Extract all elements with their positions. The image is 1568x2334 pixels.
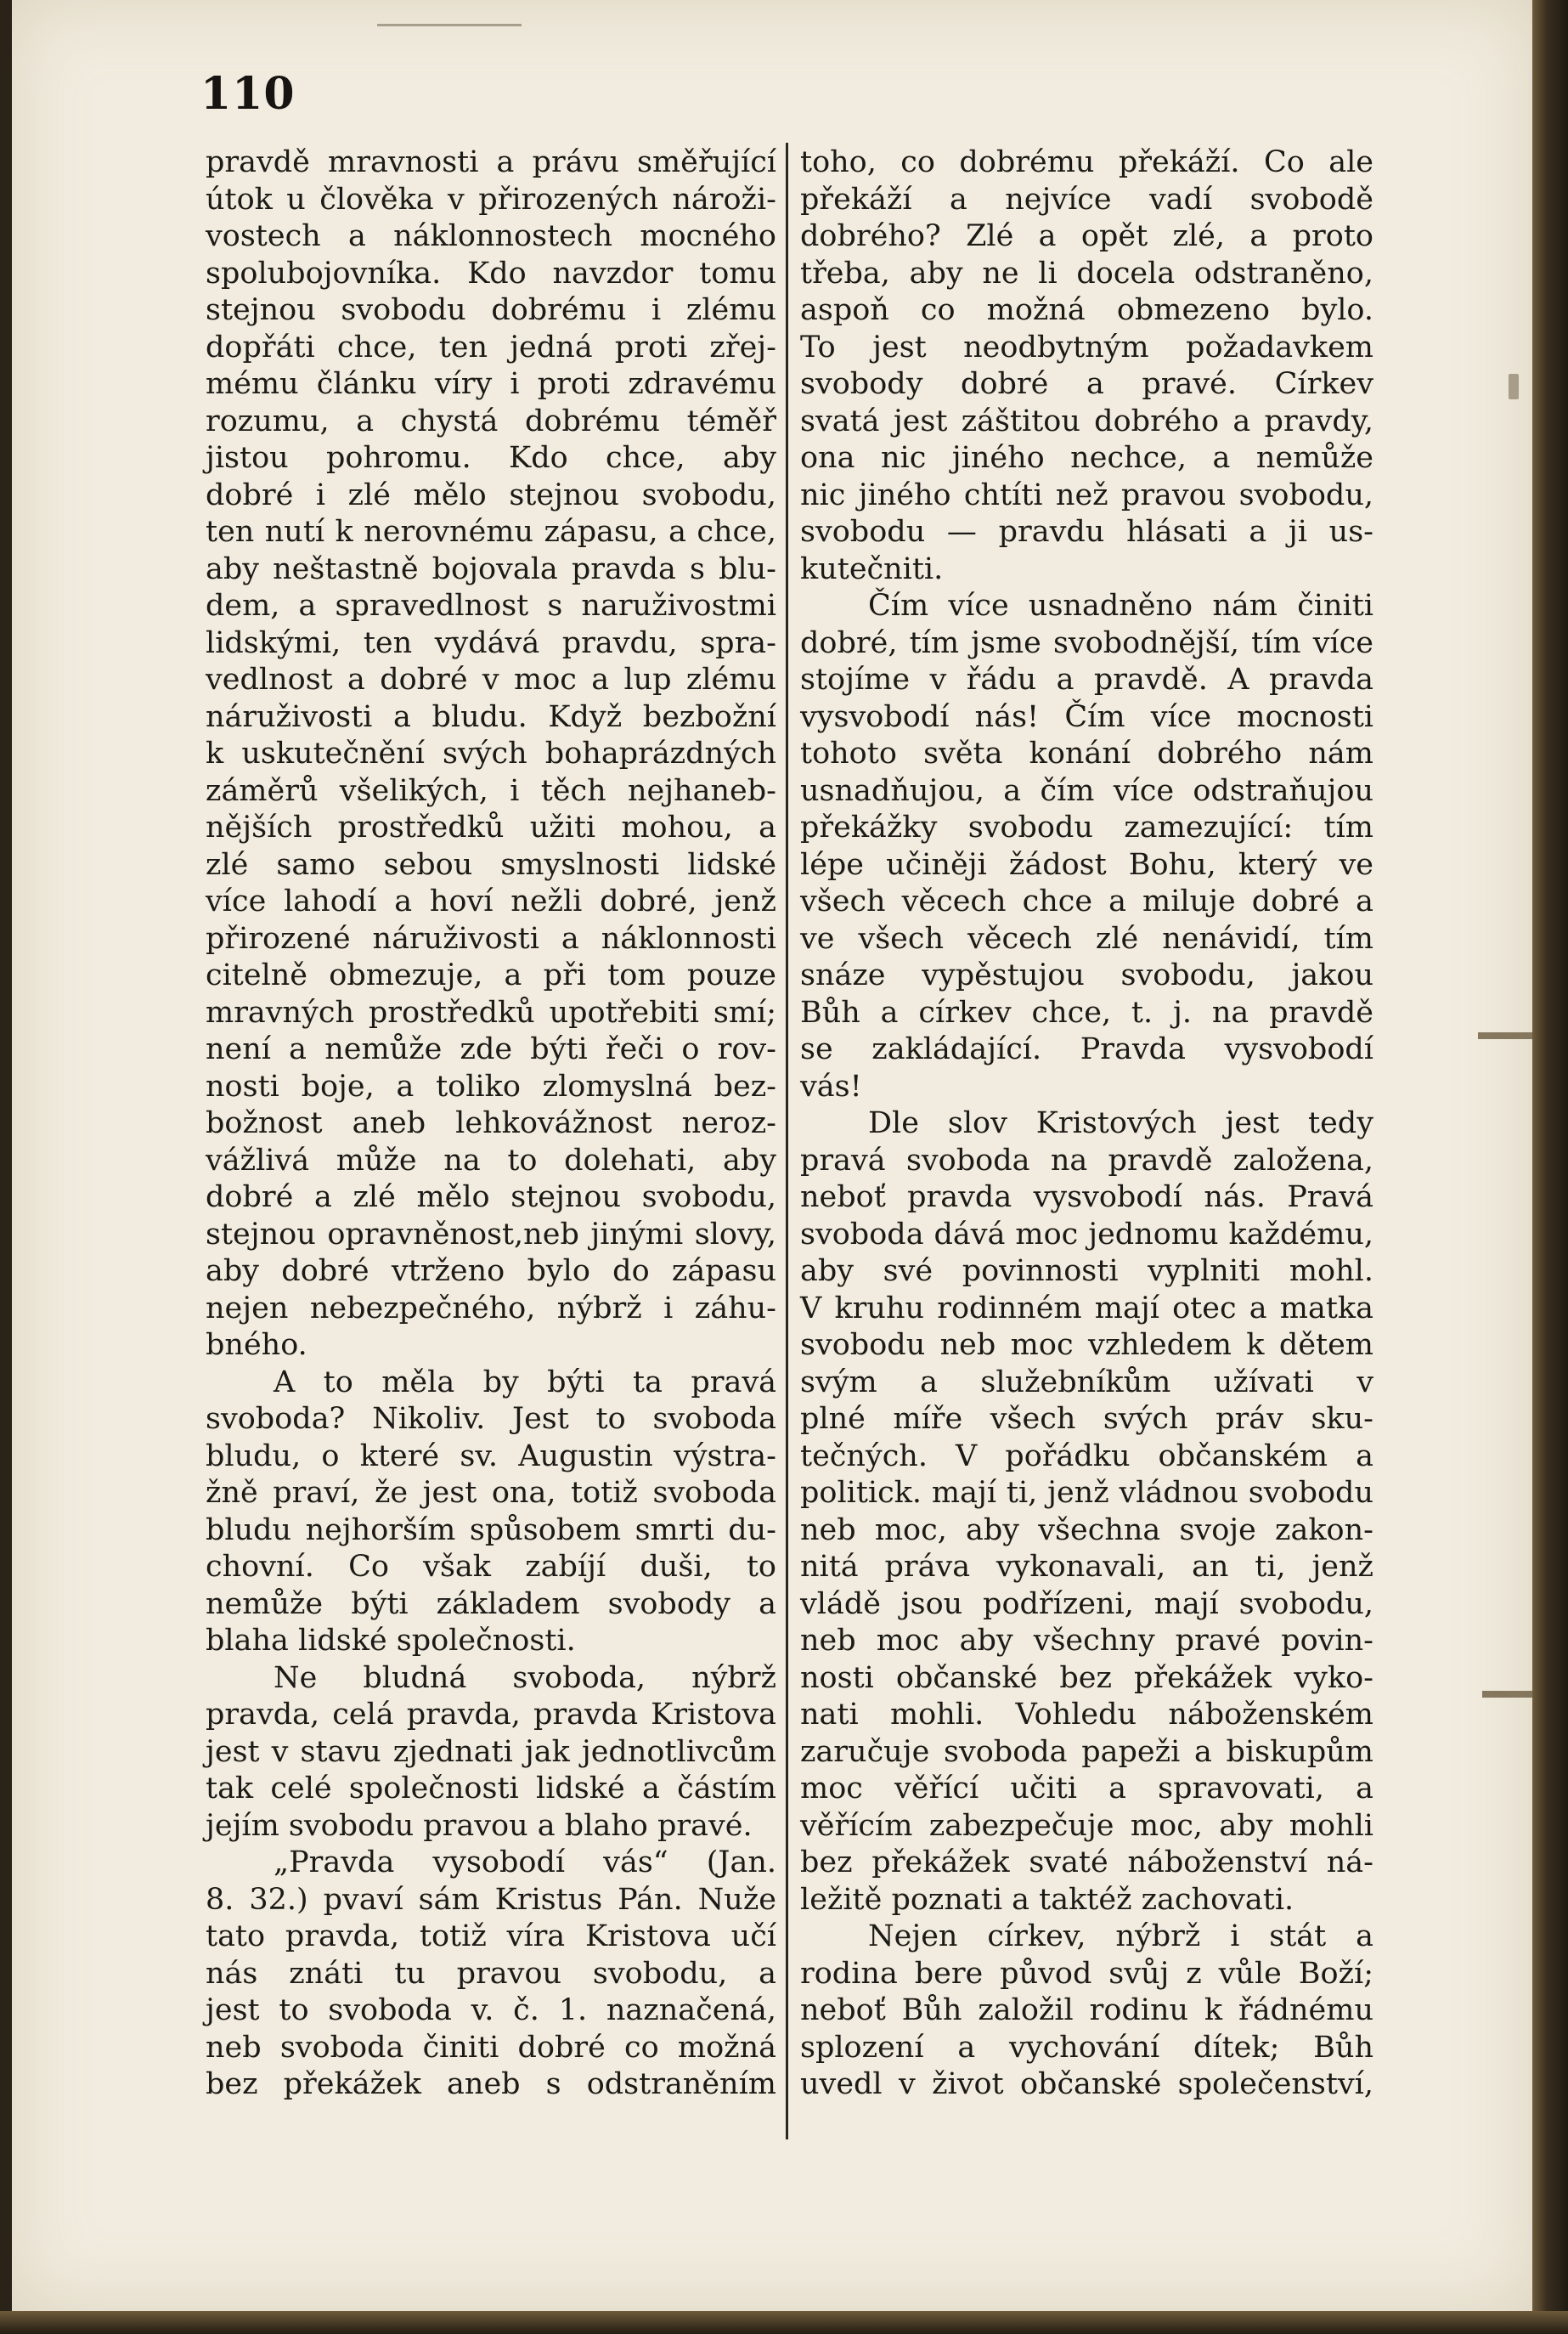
- column-divider: [786, 143, 788, 2139]
- text-line: „Pravda vysobodí vás“ (Jan.: [274, 1845, 776, 1879]
- book-edge-bottom: [0, 2311, 1568, 2334]
- text-line: svatá jest záštitou dobrého a pravdy,: [800, 404, 1373, 438]
- text-line: překáží a nejvíce vadí svobodě: [800, 182, 1373, 217]
- page-tab-mark: [1482, 1691, 1532, 1698]
- text-line: Bůh a církev chce, t. j. na pravdě: [800, 995, 1373, 1030]
- text-line: nás znáti tu pravou svobodu, a: [206, 1956, 776, 1991]
- text-line: nemůže býti základem svobody a: [206, 1586, 776, 1621]
- text-line: tato pravda, totiž víra Kristova učí: [206, 1919, 776, 1953]
- text-line: spolubojovníka. Kdo navzdor tomu: [206, 256, 776, 291]
- text-line: uvedl v život občanské společenství,: [800, 2067, 1373, 2101]
- text-line: více lahodí a hoví nežli dobré, jenž: [206, 884, 776, 918]
- text-line: svobodu — pravdu hlásati a ji us-: [800, 515, 1373, 549]
- text-line: bludu nejhorším spůsobem smrti du-: [206, 1512, 776, 1547]
- text-line: tečných. V pořádku občanském a: [800, 1438, 1373, 1473]
- text-line: chovní. Co však zabíjí duši, to: [206, 1550, 776, 1584]
- text-line: Čím více usnadněno nám činiti: [868, 589, 1373, 623]
- text-line: bludu, o které sv. Augustin výstra-: [206, 1438, 776, 1473]
- text-line: nic jiného chtíti než pravou svobodu,: [800, 478, 1373, 512]
- text-line: Dle slov Kristových jest tedy: [868, 1106, 1373, 1140]
- text-line: dobré a zlé mělo stejnou svobodu,: [206, 1180, 776, 1214]
- text-line: pravá svoboda na pravdě založena,: [800, 1143, 1373, 1178]
- text-line: dopřáti chce, ten jedná proti zřej-: [206, 330, 776, 365]
- text-line: neboť Bůh založil rodinu k řádnému: [800, 1993, 1373, 2027]
- text-line: V kruhu rodinném mají otec a matka: [800, 1291, 1373, 1325]
- text-line: vládě jsou podřízeni, mají svobodu,: [800, 1586, 1373, 1621]
- text-line: nejen nebezpečného, nýbrž i záhu-: [206, 1291, 776, 1325]
- page-number: 110: [200, 68, 296, 120]
- text-line: Nejen církev, nýbrž i stát a: [868, 1919, 1373, 1953]
- text-line: nějších prostředků užiti mohou, a: [206, 811, 776, 845]
- left-text-column: [206, 144, 776, 2104]
- text-line: toho, co dobrému překáží. Co ale: [800, 145, 1373, 179]
- book-edge: [1532, 0, 1568, 2334]
- text-line: neb svoboda činiti dobré co možná: [206, 2030, 776, 2065]
- text-line: kutečniti.: [800, 551, 944, 586]
- text-line: božnost aneb lehkovážnost neroz-: [206, 1106, 776, 1140]
- text-line: náruživosti a bludu. Když bezbožní: [206, 699, 776, 734]
- text-line: rozumu, a chystá dobrému téměř: [206, 404, 776, 438]
- text-line: všech věcech chce a miluje dobré a: [800, 884, 1373, 918]
- text-line: moc věřící učiti a spravovati, a: [800, 1772, 1373, 1806]
- text-line: plné míře všech svých práv sku-: [800, 1402, 1373, 1436]
- text-line: svoboda dává moc jednomu každému,: [800, 1217, 1373, 1252]
- text-line: zlé samo sebou smyslnosti lidské: [206, 847, 776, 882]
- text-line: aby neštastně bojovala pravda s blu-: [206, 551, 776, 586]
- text-line: ležitě poznati a taktéž zachovati.: [800, 1882, 1294, 1917]
- text-line: stejnou opravněnost,neb jinými slovy,: [206, 1217, 776, 1252]
- right-text-column: [800, 144, 1373, 2104]
- text-line: neb moc, aby všechna svoje zakon-: [800, 1512, 1373, 1547]
- text-line: dobrého? Zlé a opět zlé, a proto: [800, 219, 1373, 253]
- text-line: svobodu neb moc vzhledem k dětem: [800, 1328, 1373, 1362]
- text-line: svobody dobré a pravé. Církev: [800, 367, 1373, 401]
- text-line: vedlnost a dobré v moc a lup zlému: [206, 663, 776, 697]
- text-line: splození a vychování dítek; Bůh: [800, 2030, 1373, 2065]
- text-line: nosti boje, a toliko zlomyslná bez-: [206, 1069, 776, 1104]
- text-line: bného.: [206, 1328, 307, 1362]
- top-rule: [377, 24, 522, 26]
- text-line: žně praví, že jest ona, totiž svoboda: [206, 1476, 776, 1510]
- page-tab-mark: [1478, 1032, 1532, 1039]
- text-line: ten nutí k nerovnému zápasu, a chce,: [206, 515, 776, 549]
- text-line: bez překážek aneb s odstraněním: [206, 2067, 776, 2101]
- text-line: zaručuje svoboda papeži a biskupům: [800, 1734, 1373, 1769]
- text-line: svým a služebníkům užívati v: [800, 1365, 1373, 1399]
- text-line: citelně obmezuje, a při tom pouze: [206, 958, 776, 992]
- text-line: snáze vypěstujou svobodu, jakou: [800, 958, 1373, 992]
- text-line: věřícím zabezpečuje moc, aby mohli: [800, 1808, 1373, 1843]
- text-line: pravdě mravnosti a právu směřující: [206, 145, 776, 179]
- text-line: A to měla by býti ta pravá: [274, 1365, 776, 1399]
- text-line: není a nemůže zde býti řeči o rov-: [206, 1032, 776, 1066]
- text-line: lidskými, ten vydává pravdu, spra-: [206, 625, 776, 660]
- margin-mark: [1509, 374, 1519, 399]
- text-line: bez překážek svaté náboženství ná-: [800, 1845, 1373, 1879]
- text-line: mému článku víry i proti zdravému: [206, 367, 776, 401]
- text-line: stojíme v řádu a pravdě. A pravda: [800, 663, 1373, 697]
- text-line: ona nic jiného nechce, a nemůže: [800, 441, 1373, 475]
- text-line: jest v stavu zjednati jak jednotlivcům: [206, 1734, 776, 1769]
- text-line: aspoň co možná obmezeno bylo.: [800, 293, 1373, 327]
- text-line: přirozené náruživosti a náklonnosti: [206, 921, 776, 956]
- text-line: nosti občanské bez překážek vyko-: [800, 1660, 1373, 1695]
- text-line: stejnou svobodu dobrému i zlému: [206, 293, 776, 327]
- text-line: k uskutečnění svých bohaprázdných: [206, 737, 776, 771]
- text-line: útok u člověka v přirozených nároži-: [206, 182, 776, 217]
- text-line: nitá práva vykonavali, an ti, jenž: [800, 1550, 1373, 1584]
- text-line: tak celé společnosti lidské a částím: [206, 1772, 776, 1806]
- text-line: To jest neodbytným požadavkem: [800, 330, 1373, 365]
- text-line: dobré i zlé mělo stejnou svobodu,: [206, 478, 776, 512]
- text-line: se zakládající. Pravda vysvobodí: [800, 1032, 1373, 1066]
- text-line: záměrů všelikých, i těch nejhaneb-: [206, 773, 776, 808]
- text-line: usnadňujou, a čím více odstraňujou: [800, 773, 1373, 808]
- text-line: nati mohli. Vohledu náboženském: [800, 1698, 1373, 1732]
- text-line: mravných prostředků upotřebiti smí;: [206, 995, 776, 1030]
- text-line: dobré, tím jsme svobodnější, tím více: [800, 625, 1373, 660]
- text-line: jest to svoboda v. č. 1. naznačená,: [206, 1993, 776, 2027]
- text-line: překážky svobodu zamezující: tím: [800, 811, 1373, 845]
- text-line: rodina bere původ svůj z vůle Boží;: [800, 1956, 1373, 1991]
- text-line: jejím svobodu pravou a blaho pravé.: [206, 1808, 753, 1843]
- text-line: vás!: [800, 1069, 862, 1104]
- text-line: Ne bludná svoboda, nýbrž: [274, 1660, 776, 1695]
- text-line: aby své povinnosti vyplniti mohl.: [800, 1254, 1373, 1288]
- text-line: aby dobré vtrženo bylo do zápasu: [206, 1254, 776, 1288]
- text-line: jistou pohromu. Kdo chce, aby: [206, 441, 776, 475]
- text-line: politick. mají ti, jenž vládnou svobodu: [800, 1476, 1373, 1510]
- text-line: blaha lidské společnosti.: [206, 1624, 576, 1658]
- text-line: ve všech věcech zlé nenávidí, tím: [800, 921, 1373, 956]
- text-line: třeba, aby ne li docela odstraněno,: [800, 256, 1373, 291]
- text-line: pravda, celá pravda, pravda Kristova: [206, 1698, 776, 1732]
- text-line: vostech a náklonnostech mocného: [206, 219, 776, 253]
- text-line: vysvobodí nás! Čím více mocnosti: [800, 699, 1373, 734]
- text-line: neb moc aby všechny pravé povin-: [800, 1624, 1373, 1658]
- text-line: svoboda? Nikoliv. Jest to svoboda: [206, 1402, 776, 1436]
- text-line: 8. 32.) pvaví sám Kristus Pán. Nuže: [206, 1882, 776, 1917]
- book-page: [12, 0, 1532, 2311]
- text-line: vážlivá může na to dolehati, aby: [206, 1143, 776, 1178]
- text-line: neboť pravda vysvobodí nás. Pravá: [800, 1180, 1373, 1214]
- text-line: lépe učiněji žádost Bohu, který ve: [800, 847, 1373, 882]
- text-line: tohoto světa konání dobrého nám: [800, 737, 1373, 771]
- text-line: dem, a spravedlnost s naruživostmi: [206, 589, 776, 623]
